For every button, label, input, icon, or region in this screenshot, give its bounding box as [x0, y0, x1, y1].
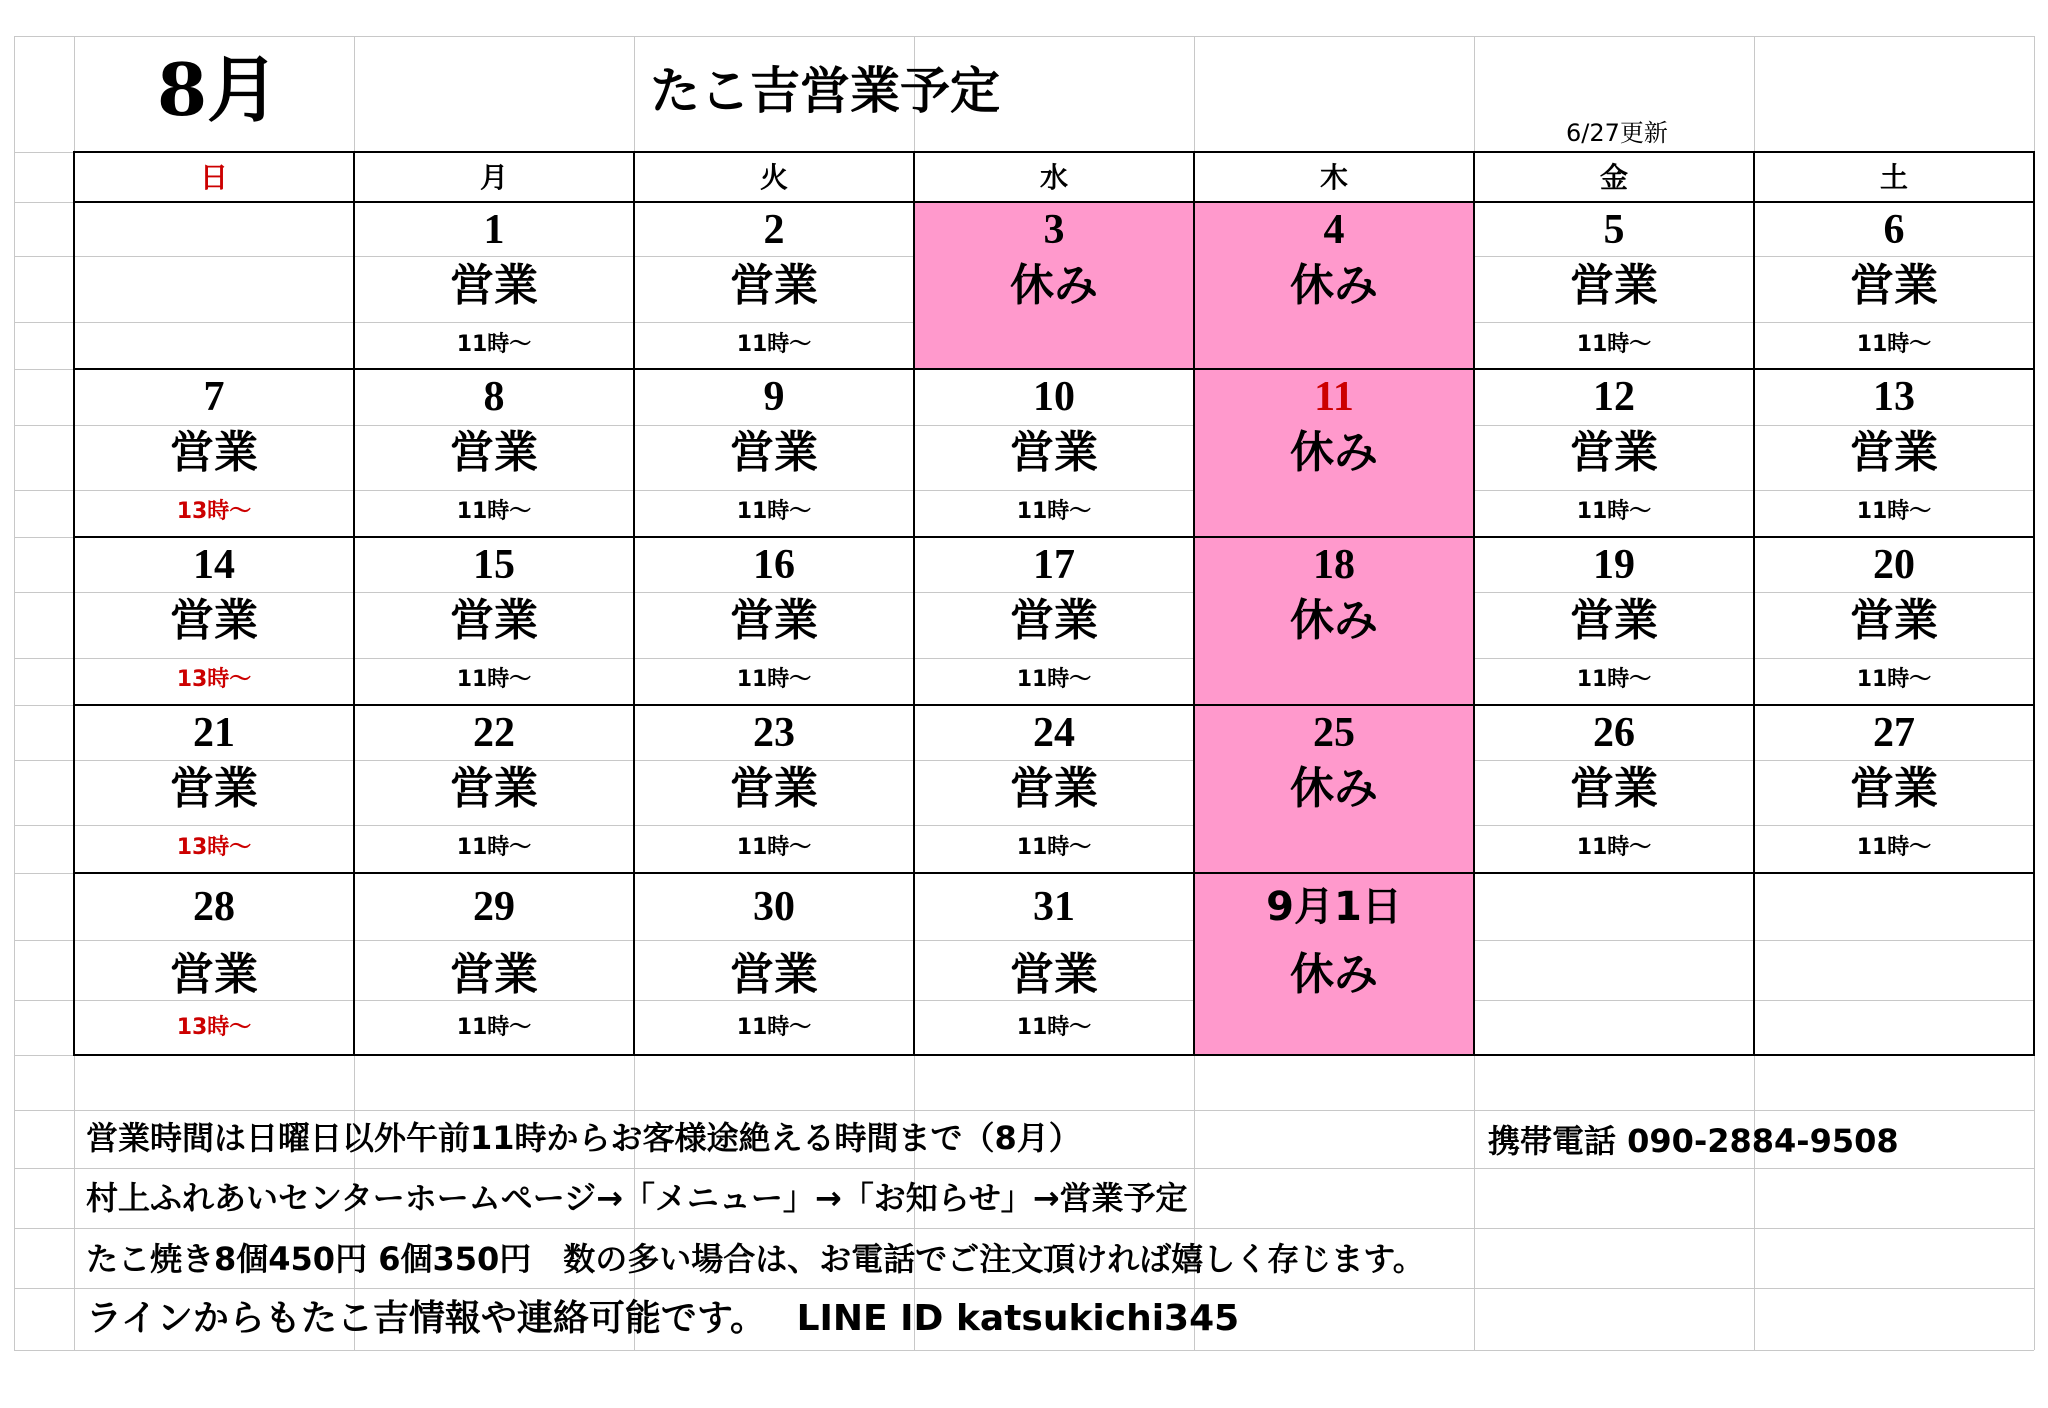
- day-number: 4: [1323, 207, 1345, 253]
- day-number: 11: [1314, 374, 1354, 420]
- day-cell: [1194, 369, 1474, 535]
- day-cell: [1474, 537, 1754, 703]
- open-status: 営業: [730, 260, 818, 311]
- open-status: 営業: [1010, 595, 1098, 646]
- open-status: 営業: [170, 949, 258, 1000]
- opening-hours: 13時〜: [176, 1015, 252, 1040]
- day-number: 3: [1043, 207, 1065, 253]
- day-cell: [634, 873, 914, 1039]
- day-cell: [74, 369, 354, 535]
- open-status: 営業: [1850, 427, 1938, 478]
- day-number: 24: [1033, 710, 1075, 756]
- day-number: 17: [1033, 542, 1075, 588]
- day-number: 9月1日: [1266, 884, 1402, 930]
- closed-status: 休み: [1290, 595, 1378, 646]
- day-number: 15: [473, 542, 515, 588]
- day-cell: [1474, 705, 1754, 871]
- day-number: 31: [1033, 884, 1075, 930]
- opening-hours: 11時〜: [1016, 835, 1092, 860]
- day-number: 13: [1873, 374, 1915, 420]
- opening-hours: 11時〜: [1856, 499, 1932, 524]
- open-status: 営業: [730, 595, 818, 646]
- month-label: 8月: [156, 47, 280, 132]
- day-number: 25: [1313, 710, 1355, 756]
- day-cell: [1754, 705, 2034, 871]
- open-status: 営業: [730, 763, 818, 814]
- day-cell: [354, 369, 634, 535]
- opening-hours: 11時〜: [456, 835, 532, 860]
- day-number: 2: [763, 207, 785, 253]
- day-number: 28: [193, 884, 235, 930]
- weekday-header: 日: [199, 161, 228, 194]
- day-number: 23: [753, 710, 795, 756]
- opening-hours: 11時〜: [1576, 332, 1652, 357]
- open-status: 営業: [1010, 427, 1098, 478]
- open-status: 営業: [450, 595, 538, 646]
- open-status: 営業: [1570, 427, 1658, 478]
- open-status: 営業: [450, 949, 538, 1000]
- closed-status: 休み: [1290, 949, 1378, 1000]
- day-cell: [634, 202, 914, 368]
- open-status: 営業: [450, 260, 538, 311]
- weekday-header: 土: [1879, 161, 1908, 194]
- open-status: 営業: [1570, 595, 1658, 646]
- opening-hours: 11時〜: [456, 667, 532, 692]
- day-cell: [914, 873, 1194, 1039]
- day-number: 19: [1593, 542, 1635, 588]
- weekday-header: 月: [479, 161, 508, 194]
- day-cell: [354, 873, 634, 1039]
- phone-number: 携帯電話 090-2884-9508: [1488, 1122, 1899, 1160]
- day-number: 16: [753, 542, 795, 588]
- opening-hours: 11時〜: [456, 499, 532, 524]
- weekday-header: 火: [759, 161, 788, 194]
- day-cell: [634, 537, 914, 703]
- day-cell: [354, 705, 634, 871]
- day-cell: [1194, 202, 1474, 368]
- day-cell: [1194, 873, 1474, 1039]
- open-status: 営業: [170, 763, 258, 814]
- closed-status: 休み: [1290, 260, 1378, 311]
- day-number: 9: [763, 374, 785, 420]
- updated-date: 6/27更新: [1566, 119, 1668, 147]
- day-cell: [914, 202, 1194, 368]
- day-cell: [914, 369, 1194, 535]
- opening-hours: 11時〜: [736, 332, 812, 357]
- day-number: 12: [1593, 374, 1635, 420]
- opening-hours: 11時〜: [1576, 667, 1652, 692]
- open-status: 営業: [730, 427, 818, 478]
- day-number: 1: [483, 207, 505, 253]
- opening-hours: 11時〜: [736, 499, 812, 524]
- opening-hours: 11時〜: [1016, 1015, 1092, 1040]
- open-status: 営業: [450, 427, 538, 478]
- opening-hours: 13時〜: [176, 835, 252, 860]
- day-cell: [354, 537, 634, 703]
- opening-hours: 11時〜: [1576, 835, 1652, 860]
- day-cell: [74, 873, 354, 1039]
- day-number: 20: [1873, 542, 1915, 588]
- day-cell: [1754, 537, 2034, 703]
- opening-hours: 11時〜: [1016, 499, 1092, 524]
- open-status: 営業: [1010, 949, 1098, 1000]
- day-number: 22: [473, 710, 515, 756]
- open-status: 営業: [1850, 595, 1938, 646]
- day-cell: [914, 537, 1194, 703]
- open-status: 営業: [170, 427, 258, 478]
- day-cell: [74, 705, 354, 871]
- opening-hours: 11時〜: [1856, 332, 1932, 357]
- day-cell: [1194, 705, 1474, 871]
- opening-hours: 11時〜: [736, 667, 812, 692]
- open-status: 営業: [1570, 763, 1658, 814]
- weekday-header: 木: [1319, 161, 1348, 194]
- day-number: 6: [1883, 207, 1905, 253]
- day-cell: [634, 369, 914, 535]
- day-number: 27: [1873, 710, 1915, 756]
- day-number: 26: [1593, 710, 1635, 756]
- day-number: 18: [1313, 542, 1355, 588]
- opening-hours: 13時〜: [176, 499, 252, 524]
- weekday-header: 金: [1599, 161, 1628, 194]
- day-number: 29: [473, 884, 515, 930]
- day-cell: [1754, 202, 2034, 368]
- price-note: たこ焼き8個450円 6個350円 数の多い場合は、お電話でご注文頂ければ嬉しく存じます。: [86, 1240, 1425, 1278]
- opening-hours: 11時〜: [1016, 667, 1092, 692]
- opening-hours: 11時〜: [736, 1015, 812, 1040]
- day-number: 5: [1603, 207, 1625, 253]
- open-status: 営業: [1850, 260, 1938, 311]
- day-number: 21: [193, 710, 235, 756]
- line-note: ラインからもたこ吉情報や連絡可能です。 LINE ID katsukichi345: [86, 1298, 1240, 1339]
- closed-status: 休み: [1010, 260, 1098, 311]
- open-status: 営業: [730, 949, 818, 1000]
- day-cell: [1194, 537, 1474, 703]
- day-cell: [914, 705, 1194, 871]
- closed-status: 休み: [1290, 427, 1378, 478]
- day-number: 8: [483, 374, 505, 420]
- opening-hours: 11時〜: [456, 332, 532, 357]
- weekday-header: 水: [1039, 161, 1068, 194]
- closed-status: 休み: [1290, 763, 1378, 814]
- opening-hours: 11時〜: [1576, 499, 1652, 524]
- open-status: 営業: [1010, 763, 1098, 814]
- open-status: 営業: [1570, 260, 1658, 311]
- opening-hours: 11時〜: [456, 1015, 532, 1040]
- opening-hours: 11時〜: [1856, 667, 1932, 692]
- day-cell: [634, 705, 914, 871]
- day-cell: [354, 202, 634, 368]
- open-status: 営業: [1850, 763, 1938, 814]
- hours-note: 営業時間は日曜日以外午前11時からお客様途絶える時間まで（8月）: [86, 1119, 1081, 1157]
- day-cell: [74, 537, 354, 703]
- day-cell: [1474, 202, 1754, 368]
- opening-hours: 11時〜: [1856, 835, 1932, 860]
- open-status: 営業: [450, 763, 538, 814]
- day-cell: [1754, 369, 2034, 535]
- day-number: 30: [753, 884, 795, 930]
- day-number: 7: [203, 374, 225, 420]
- page-title: たこ吉営業予定: [650, 62, 1000, 120]
- website-path: 村上ふれあいセンターホームページ→「メニュー」→「お知らせ」→営業予定: [86, 1179, 1188, 1217]
- day-cell: [1474, 369, 1754, 535]
- opening-hours: 11時〜: [736, 835, 812, 860]
- day-number: 14: [193, 542, 235, 588]
- opening-hours: 13時〜: [176, 667, 252, 692]
- day-number: 10: [1033, 374, 1075, 420]
- open-status: 営業: [170, 595, 258, 646]
